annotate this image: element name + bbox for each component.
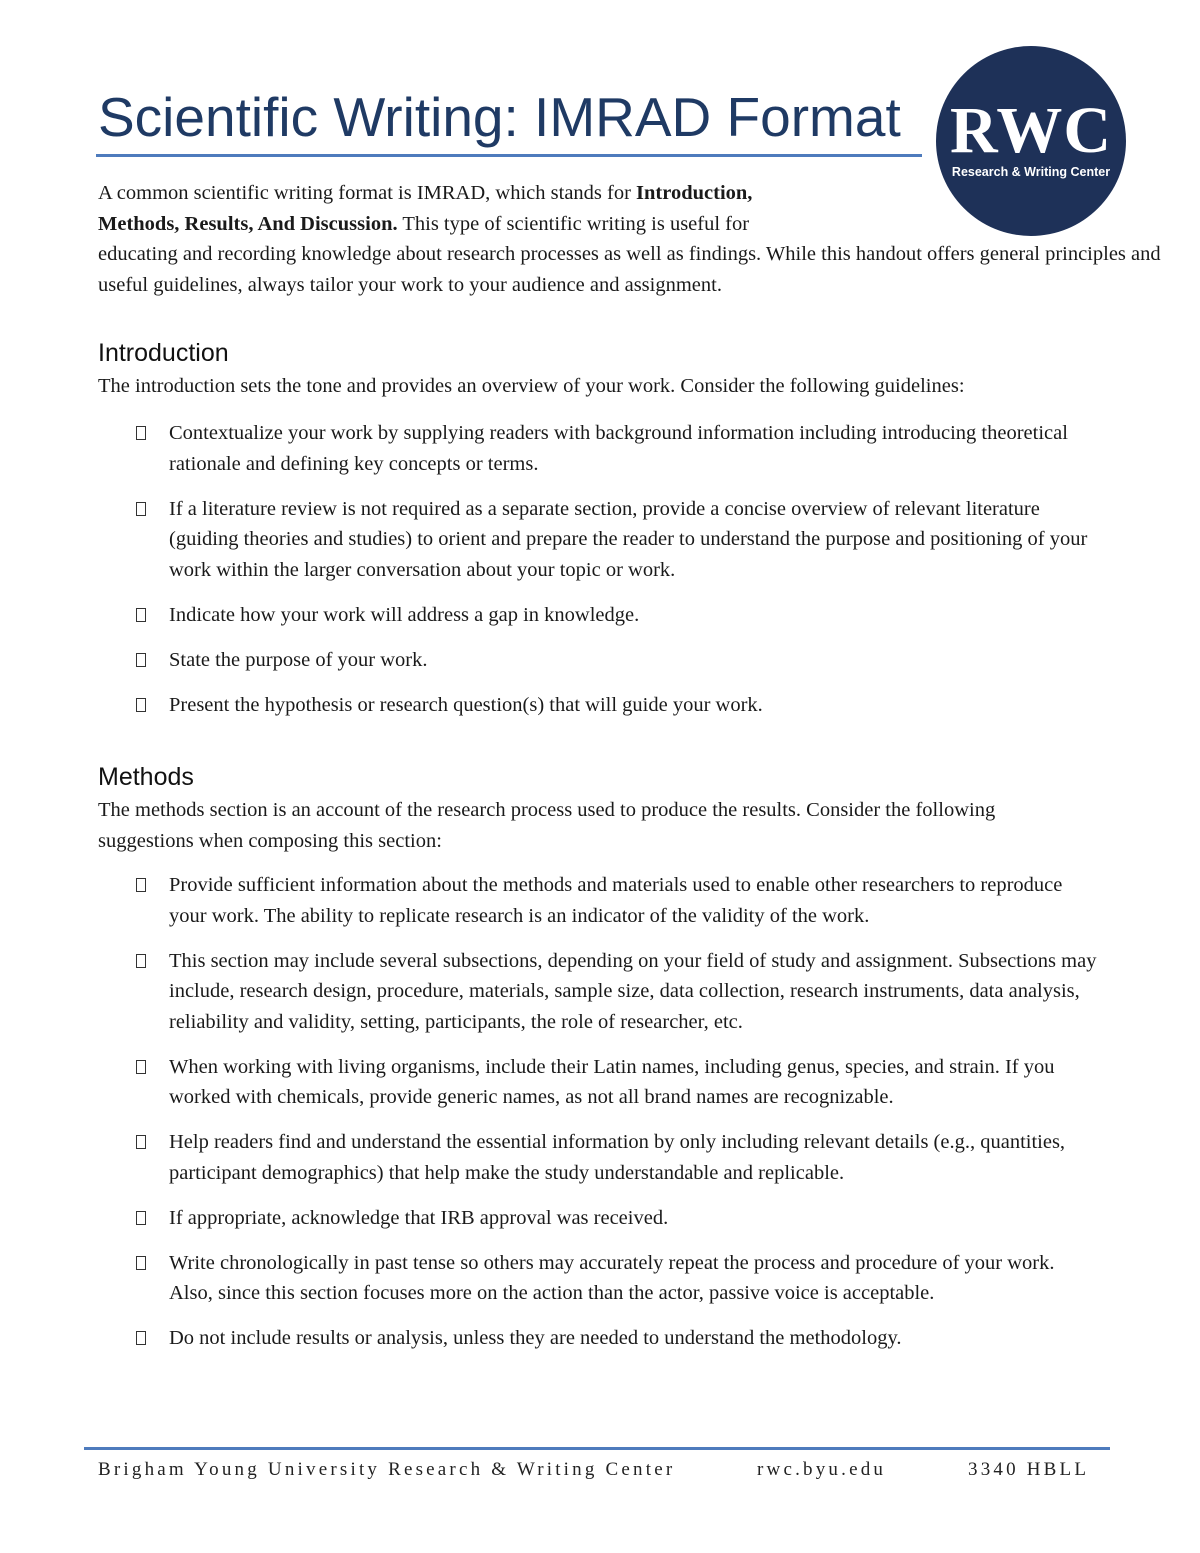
- checkbox-bullet-icon: [136, 1256, 146, 1270]
- intro-text-rest: educating and recording knowledge about research processes as well as findings. While this handout offers general principles and useful guidelines, always tailor your work to your audience and assignment.: [98, 243, 1161, 296]
- checkbox-bullet-icon: [136, 608, 146, 622]
- list-item: State the purpose of your work.: [98, 645, 1098, 676]
- introduction-heading: Introduction: [98, 339, 229, 367]
- intro-paragraph: [98, 178, 1200, 300]
- checkbox-bullet-icon: [136, 1135, 146, 1149]
- checkbox-bullet-icon: [136, 698, 146, 712]
- checkbox-bullet-icon: [136, 1331, 146, 1345]
- list-item: Present the hypothesis or research question(s) that will guide your work.: [98, 690, 1098, 721]
- intro-bold-2: Methods, Results, And Discussion.: [98, 212, 398, 235]
- footer-room: 3340 HBLL: [968, 1459, 1090, 1480]
- footer-divider: [84, 1447, 1110, 1450]
- intro-text-1: A common scientific writing format is IMRAD, which stands for: [98, 182, 637, 204]
- list-item: Provide sufficient information about the methods and materials used to enable other researchers to reproduce your work. The ability to replicate research is an indicator of the validity of the work.: [98, 870, 1098, 931]
- checkbox-bullet-icon: [136, 1060, 146, 1074]
- list-item: When working with living organisms, include their Latin names, including genus, species, and strain. If you worked with chemicals, provide generic names, as not all brand names are recognizable.: [98, 1052, 1098, 1113]
- list-item: Contextualize your work by supplying readers with background information including introducing theoretical rationale and defining key concepts or terms.: [98, 418, 1098, 479]
- logo-mark: RWC: [949, 94, 1112, 167]
- introduction-list: [98, 418, 1098, 735]
- list-item: Write chronologically in past tense so others may accurately repeat the process and procedure of your work. Also, since this section focuses more on the action than the actor, passive voice is acceptable.: [98, 1248, 1098, 1309]
- list-item: Indicate how your work will address a gap in knowledge.: [98, 600, 1098, 631]
- logo-subtitle: Research & Writing Center: [951, 165, 1111, 179]
- title-divider: [96, 154, 922, 157]
- list-item: This section may include several subsections, depending on your field of study and assignment. Subsections may include, research design, procedure, materials, sample size, data collection, research instruments, data analysis, reliability and validity, setting, participants, the role of researcher, etc.: [98, 946, 1098, 1038]
- checkbox-bullet-icon: [136, 954, 146, 968]
- list-item: If a literature review is not required as a separate section, provide a concise overview of relevant literature (guiding theories and studies) to orient and prepare the reader to understand the purpose and positioning of your work within the larger conversation about your topic or work.: [98, 494, 1098, 586]
- methods-list: [98, 870, 1098, 1368]
- list-item: If appropriate, acknowledge that IRB approval was received.: [98, 1203, 1098, 1234]
- list-item: Help readers find and understand the essential information by only including relevant details (e.g., quantities, participant demographics) that help make the study understandable and replicable.: [98, 1127, 1098, 1188]
- introduction-lead: The introduction sets the tone and provides an overview of your work. Consider the following guidelines:: [98, 375, 965, 397]
- methods-heading: Methods: [98, 763, 194, 791]
- checkbox-bullet-icon: [136, 426, 146, 440]
- checkbox-bullet-icon: [136, 878, 146, 892]
- intro-text-2: This type of scientific writing is useful for: [397, 212, 750, 235]
- footer-organization: Brigham Young University Research & Writing Center: [98, 1459, 676, 1480]
- footer-url[interactable]: rwc.byu.edu: [757, 1459, 887, 1480]
- methods-lead: The methods section is an account of the research process used to produce the results. Consider the following suggestions when composing this section:: [98, 799, 996, 852]
- checkbox-bullet-icon: [136, 502, 146, 516]
- page-title: Scientific Writing: IMRAD Format: [98, 86, 901, 148]
- checkbox-bullet-icon: [136, 1211, 146, 1225]
- list-item: Do not include results or analysis, unless they are needed to understand the methodology.: [98, 1323, 1098, 1354]
- intro-bold-1: Introduction,: [636, 182, 753, 204]
- checkbox-bullet-icon: [136, 653, 146, 667]
